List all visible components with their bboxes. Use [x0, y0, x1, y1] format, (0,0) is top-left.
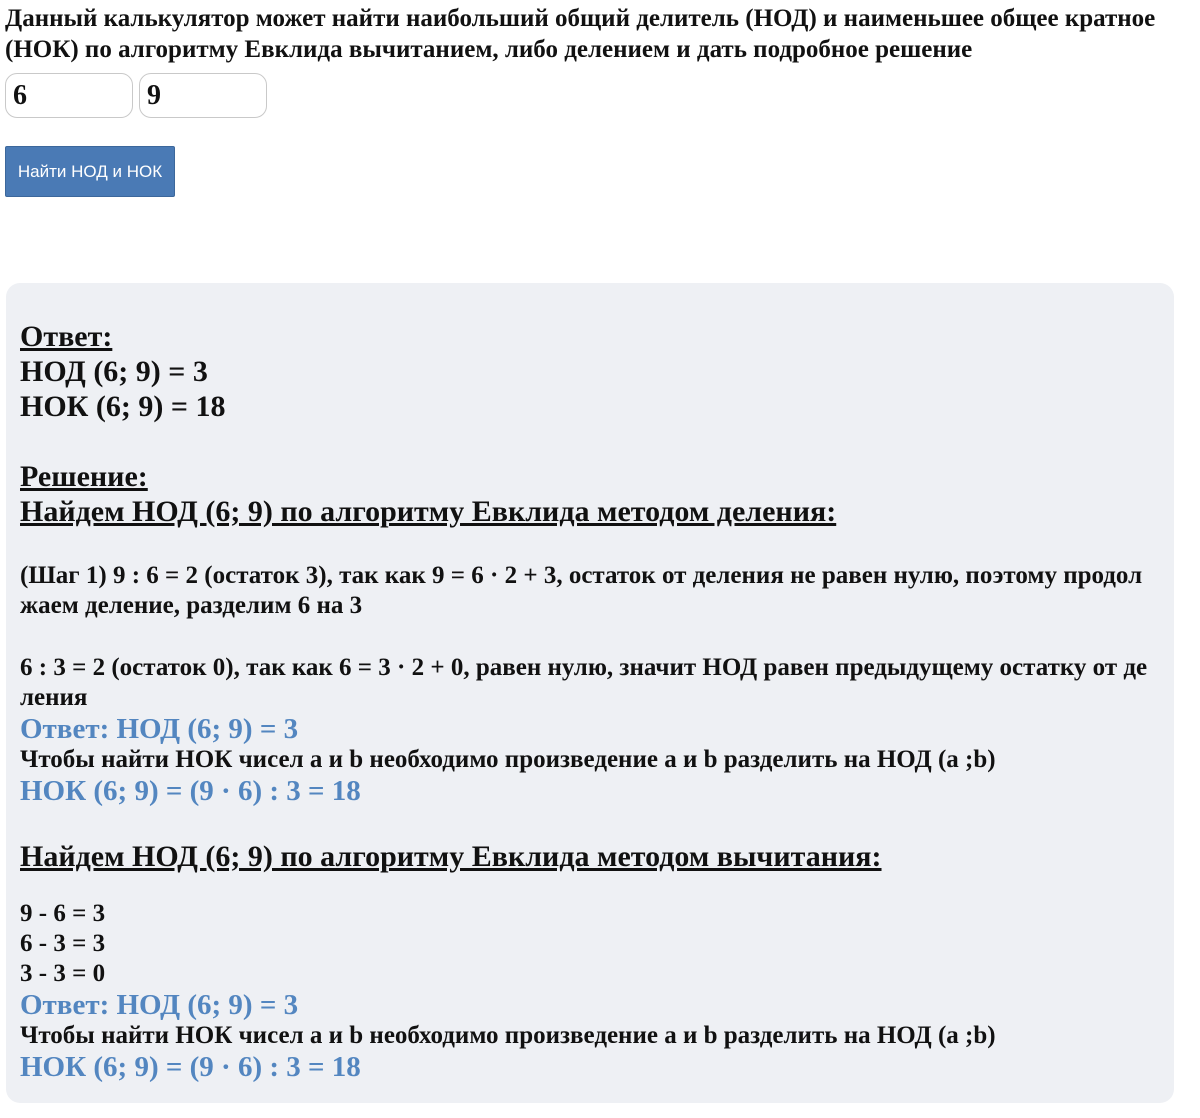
division-step-2: 6 : 3 = 2 (остаток 0), так как 6 = 3 · 2 + 0, равен нулю, значит НОД равен предыдущему остатку от деления: [20, 654, 1148, 711]
subtraction-lcm-formula: НОК (6; 9) = (9 · 6) : 3 = 18: [20, 1051, 361, 1083]
subtraction-method-heading: Найдем НОД (6; 9) по алгоритму Евклида методом вычитания:: [20, 840, 882, 873]
lcm-answer: НОК (6; 9) = 18: [20, 390, 226, 423]
first-number-input[interactable]: [5, 73, 133, 118]
answer-heading: Ответ:: [20, 320, 113, 353]
division-lcm-rule: Чтобы найти НОК чисел a и b необходимо произведение a и b разделить на НОД (a ;b): [20, 746, 996, 773]
result-panel: [6, 283, 1174, 1103]
subtraction-step: 3 - 3 = 0: [20, 960, 106, 987]
subtraction-step: 9 - 6 = 3: [20, 900, 106, 927]
number-inputs: [5, 73, 267, 118]
division-gcd-answer: Ответ: НОД (6; 9) = 3: [20, 713, 299, 745]
division-lcm-formula: НОК (6; 9) = (9 · 6) : 3 = 18: [20, 775, 361, 807]
solution-heading: Решение:: [20, 460, 148, 493]
division-step-1: (Шаг 1) 9 : 6 = 2 (остаток 3), так как 9 = 6 · 2 + 3, остаток от деления не равен нулю, поэтому продолжаем деление, разделим 6 на 3: [20, 562, 1143, 619]
subtraction-step: 6 - 3 = 3: [20, 930, 106, 957]
subtraction-gcd-answer: Ответ: НОД (6; 9) = 3: [20, 989, 299, 1021]
find-gcd-lcm-button[interactable]: Найти НОД и НОК: [5, 146, 175, 197]
division-method-heading: Найдем НОД (6; 9) по алгоритму Евклида методом деления:: [20, 495, 837, 528]
calculator-description: Данный калькулятор может найти наибольший общий делитель (НОД) и наименьшее общее кратное (НОК) по алгоритму Евклида вычитанием, либо делением и дать подробное решение: [5, 5, 1156, 63]
second-number-input[interactable]: [139, 73, 267, 118]
subtraction-lcm-rule: Чтобы найти НОК чисел a и b необходимо произведение a и b разделить на НОД (a ;b): [20, 1022, 996, 1049]
gcd-answer: НОД (6; 9) = 3: [20, 355, 208, 388]
